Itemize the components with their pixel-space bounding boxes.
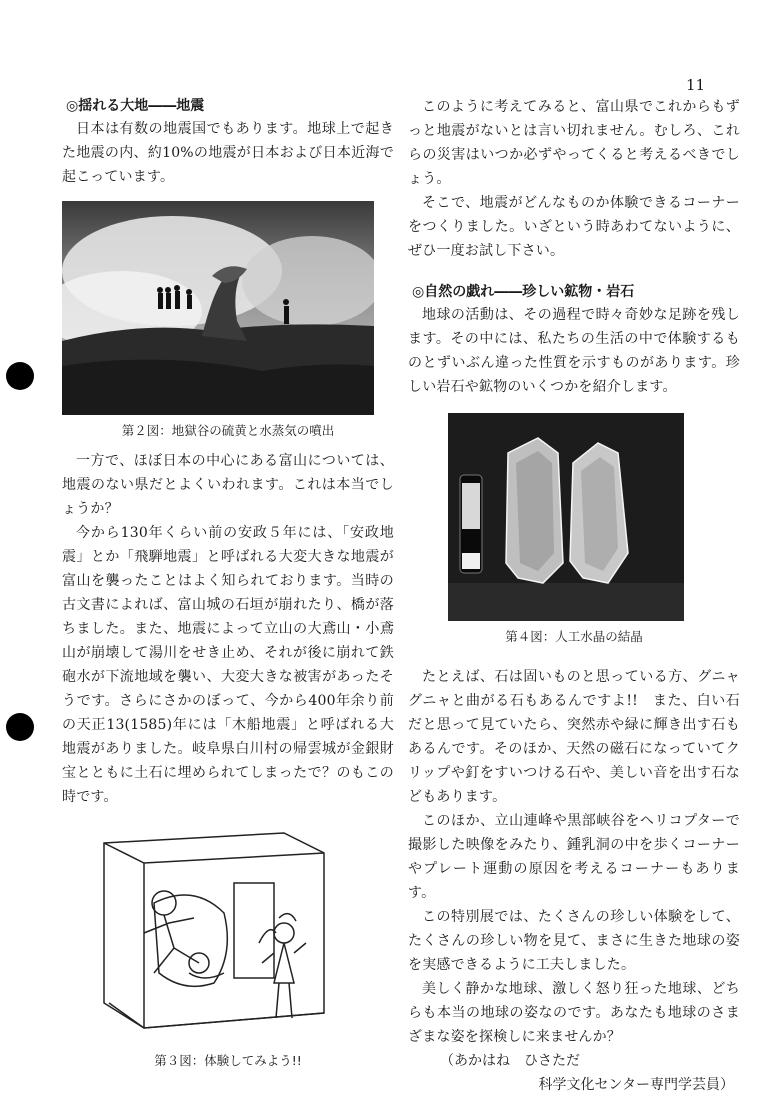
figure-3-caption: 第３図：体験してみよう!! [154, 1053, 302, 1068]
author-name: （あかはね ひさただ [440, 1053, 580, 1069]
binder-hole [6, 713, 34, 741]
section-heading-earthquake: ◎揺れる大地――地震 [66, 98, 205, 114]
figure-2-caption: 第２図：地獄谷の硫黄と水蒸気の噴出 [121, 423, 335, 438]
page-number: 11 [686, 76, 706, 94]
figure-4-caption: 第４図：人工水晶の結晶 [505, 629, 643, 644]
paragraph-earth-activity: 地球の活動は、その過程で時々奇妙な足跡を残します。その中には、私たちの生活の中で体験するものとずいぶん違った性質を示すものがあります。珍しい岩石や鉱物のいくつかを紹介します。 [408, 307, 740, 395]
paragraph-other-corners: このほか、立山連峰や黒部峡谷をヘリコプターで撮影した映像をみたり、鍾乳洞の中を歩くコーナーやプレート運動の原因を考えるコーナーもあります。 [408, 813, 740, 901]
paragraph-invitation: 美しく静かな地球、激しく怒り狂った地球、どちらも本当の地球の姿なのです。あなたも地球のさまざまな姿を探検しに来ませんか？ [408, 981, 740, 1045]
paragraph-future-earthquakes: このように考えてみると、富山県でこれからもずっと地震がないとは言い切れません。むしろ、これらの災害はいつか必ずやってくると考えるべきでしょう。 [408, 99, 740, 187]
author-title: 科学文化センター専門学芸員） [538, 1077, 734, 1093]
paragraph-toyama-earthquakes-question: 一方で、ほぼ日本の中心にある富山については、地震のない県だとよくいわれます。これは本当でしょうか？ [62, 453, 394, 517]
right-column [408, 95, 740, 1097]
section-heading-minerals: ◎自然の戯れ――珍しい鉱物・岩石 [412, 284, 635, 300]
left-column [62, 95, 394, 1079]
artificial-quartz-photo [448, 413, 684, 621]
paragraph-unusual-rocks: たとえば、石は固いものと思っている方、グニャグニャと曲がる石もあるんですよ!! また、白い石だと思って見ていたら、突然赤や緑に輝き出す石もあるんです。そのほか、天然の磁石になっていてクリップや釘をすいつける石や、美しい音を出す石などもあります。 [408, 669, 740, 805]
jigokudani-photo [62, 201, 374, 415]
intro-paragraph: 日本は有数の地震国でもあります。地球上で起きた地震の内、約10%の地震が日本および日本近海で起こっています。 [62, 121, 394, 185]
paragraph-historical-earthquakes: 今から130年くらい前の安政５年には、「安政地震」とか「飛騨地震」と呼ばれる大変大きな地震が富山を襲ったことはよく知られております。当時の古文書によれば、富山城の石垣が崩れたり、橋が落ちました。また、地震によって立山の大鳶山・小鳶山が崩壊して湯川をせき止め、それが後に崩れて鉄砲水が下流地域を襲い、大変大きな被害があったそうです。さらにさかのぼって、今から400年余り前の天正13(1585)年には「木船地震」と呼ばれる大地震がありました。岐阜県白川村の帰雲城が金銀財宝とともに土石に埋められてしまったで？のもこの時です。 [62, 525, 394, 805]
paragraph-experience-corner: そこで、地震がどんなものか体験できるコーナーをつくりました。いざという時あわてないように、ぜひ一度お試し下さい。 [408, 195, 740, 259]
paragraph-special-exhibition: この特別展では、たくさんの珍しい体験をして、たくさんの珍しい物を見て、まさに生きた地球の姿を実感できるように工夫しました。 [408, 909, 740, 973]
earthquake-experience-illustration [84, 823, 344, 1045]
binder-hole [6, 362, 34, 390]
